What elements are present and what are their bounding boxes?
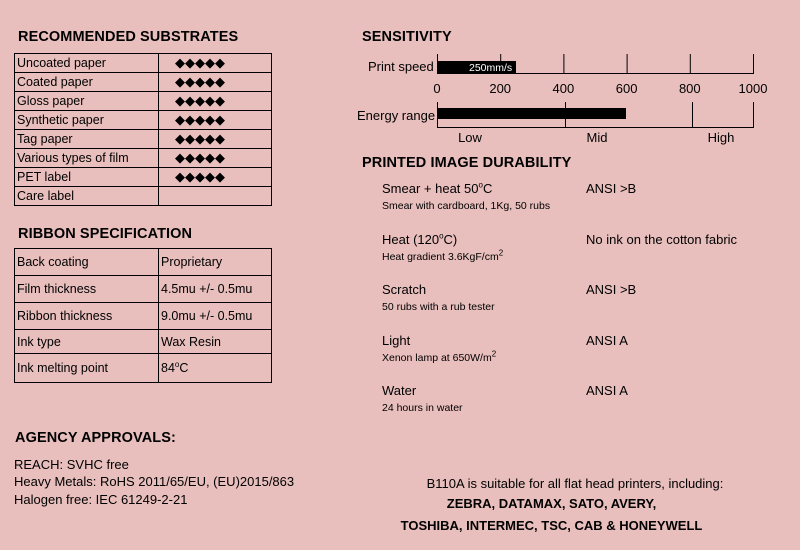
superscript-two: 2 xyxy=(491,349,497,358)
energy-range-bar xyxy=(437,108,626,119)
durability-test-name xyxy=(382,181,492,196)
print-speed-tick-label: 1000 xyxy=(738,81,768,96)
agency-line-halogen: Halogen free: IEC 61249-2-21 xyxy=(14,492,188,507)
ribbon-spec-name: Film thickness xyxy=(15,276,159,303)
durability-test-detail xyxy=(382,402,463,414)
durability-test-detail-text: Heat gradient 3.6KgF/cm xyxy=(382,250,499,263)
substrate-rating: ◆◆◆◆◆ xyxy=(159,73,272,92)
substrate-rating: ◆◆◆◆◆ xyxy=(159,54,272,73)
energy-level-label: Low xyxy=(458,130,482,145)
durability-test-name-suffix: C xyxy=(482,181,493,196)
durability-test-name xyxy=(382,282,426,297)
degree-mark: o xyxy=(439,231,444,241)
print-speed-tick-label: 600 xyxy=(615,81,638,96)
substrate-name: Various types of film xyxy=(15,149,159,168)
substrate-name: Synthetic paper xyxy=(15,111,159,130)
ribbon-spec-value-text: Proprietary xyxy=(161,255,223,269)
sensitivity-scale xyxy=(0,0,800,150)
ribbon-spec-value xyxy=(159,354,272,383)
substrate-rating: ◆◆◆◆◆ xyxy=(159,149,272,168)
sensitivity-title: SENSITIVITY xyxy=(362,29,452,45)
agency-line-reach: REACH: SVHC free xyxy=(14,457,129,472)
energy-level-labels xyxy=(458,130,734,145)
degree-mark: o xyxy=(478,180,483,190)
print-speed-tick-labels xyxy=(433,81,767,96)
print-speed-tick-label: 800 xyxy=(678,81,701,96)
ribbon-spec-value-text: 4.5mu +/- 0.5mu xyxy=(161,282,253,296)
printers-intro: B110A is suitable for all flat head printers, including: xyxy=(426,476,724,491)
ribbon-spec-unit: C xyxy=(179,361,189,375)
ribbon-spec-value xyxy=(159,249,272,276)
printers-line-2: TOSHIBA, INTERMEC, TSC, CAB & HONEYWELL xyxy=(400,518,703,533)
substrate-name: PET label xyxy=(15,168,159,187)
energy-range-label: Energy range xyxy=(357,108,436,123)
ribbon-spec-name: Ink melting point xyxy=(15,354,159,383)
durability-test-name xyxy=(382,333,410,348)
ribbon-row xyxy=(15,276,272,303)
printers-line-1: ZEBRA, DATAMAX, SATO, AVERY, xyxy=(446,496,657,511)
agency-line-heavy-metals: Heavy Metals: RoHS 2011/65/EU, (EU)2015/863 xyxy=(14,474,295,489)
print-speed-tick-label: 200 xyxy=(489,81,512,96)
ribbon-spec-value-text: 84 xyxy=(161,361,175,375)
durability-test-result: ANSI >B xyxy=(586,282,637,297)
substrate-rating: ◆◆◆◆◆ xyxy=(159,92,272,111)
substrate-rating: ◆◆◆◆◆ xyxy=(159,130,272,149)
ribbon-row xyxy=(15,354,272,383)
substrate-name: Tag paper xyxy=(15,130,159,149)
ribbon-row xyxy=(15,249,272,276)
durability-test-result: ANSI A xyxy=(586,332,628,348)
ribbon-row xyxy=(15,330,272,354)
durability-test-result: ANSI A xyxy=(586,383,628,398)
ribbon-spec-value xyxy=(159,303,272,330)
substrate-rating: ◆◆◆◆◆ xyxy=(159,111,272,130)
durability-test-name xyxy=(382,383,416,398)
substrates-title: RECOMMENDED SUBSTRATES xyxy=(18,29,239,45)
durability-test-detail xyxy=(382,248,504,263)
durability-test-detail xyxy=(382,349,497,364)
ribbon-row xyxy=(15,303,272,330)
durability-test-detail-text: Smear with cardboard, 1Kg, 50 rubs xyxy=(382,200,551,212)
print-speed-value-label: 250mm/s xyxy=(469,62,513,74)
print-speed-tick-label: 0 xyxy=(433,81,441,96)
durability-test-detail-text: Xenon lamp at 650W/m xyxy=(382,351,492,364)
ribbon-title: RIBBON SPECIFICATION xyxy=(18,226,193,242)
print-speed-tick-label: 400 xyxy=(552,81,575,96)
ribbon-spec-name: Ribbon thickness xyxy=(15,303,159,330)
superscript-two: 2 xyxy=(498,248,504,257)
substrate-row xyxy=(15,187,272,206)
durability-test-name-text: Light xyxy=(382,332,411,348)
substrate-name: Coated paper xyxy=(15,73,159,92)
energy-level-label: High xyxy=(707,130,735,145)
durability-test-name xyxy=(382,232,457,247)
ribbon-spec-value-text: Wax Resin xyxy=(161,334,221,349)
durability-test-name-text: Scratch xyxy=(382,282,427,297)
energy-level-label: Mid xyxy=(586,130,608,145)
substrate-rating: ◆◆◆◆◆ xyxy=(159,168,272,187)
ribbon-spec-name: Ink type xyxy=(15,330,159,354)
durability-test-detail-text: 24 hours in water xyxy=(382,402,463,414)
ribbon-spec-value xyxy=(159,330,272,354)
durability-test-result: No ink on the cotton fabric xyxy=(586,231,738,247)
substrate-row xyxy=(15,168,272,187)
substrate-name: Care label xyxy=(15,187,159,206)
ribbon-spec-name: Back coating xyxy=(15,249,159,276)
durability-test-name-suffix: C) xyxy=(443,231,458,247)
substrate-name: Uncoated paper xyxy=(15,54,159,73)
durability-test-detail xyxy=(382,200,550,212)
durability-test-result: ANSI >B xyxy=(586,181,637,196)
ribbon-table xyxy=(14,248,272,383)
print-speed-label: Print speed xyxy=(368,59,434,74)
durability-test-name-text: Water xyxy=(382,383,417,398)
substrate-row xyxy=(15,149,272,168)
ribbon-spec-value xyxy=(159,276,272,303)
durability-test-name-text: Smear + heat 50 xyxy=(382,181,479,196)
degree-mark: o xyxy=(174,359,180,369)
substrate-name: Gloss paper xyxy=(15,92,159,111)
durability-title: PRINTED IMAGE DURABILITY xyxy=(362,155,572,171)
substrate-rating xyxy=(159,187,272,206)
durability-test-detail xyxy=(382,301,495,313)
durability-test-detail-text: 50 rubs with a rub tester xyxy=(382,301,495,313)
durability-test-name-text: Heat (120 xyxy=(382,231,440,247)
agency-title: AGENCY APPROVALS: xyxy=(15,430,176,446)
ribbon-spec-value-text: 9.0mu +/- 0.5mu xyxy=(161,309,253,323)
